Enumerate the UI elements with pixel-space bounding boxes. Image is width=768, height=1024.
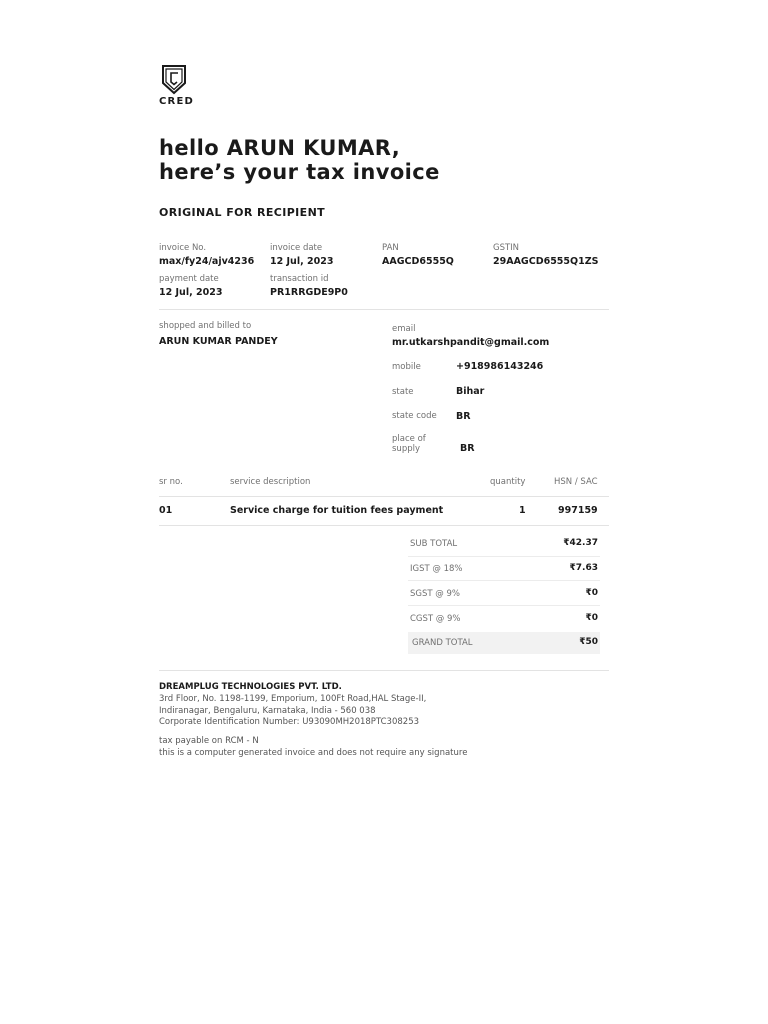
row-sr-no: 01 xyxy=(159,505,173,516)
brand-logo-text: CRED xyxy=(159,96,194,107)
totals-divider xyxy=(408,605,600,606)
place-of-supply-label-2: supply xyxy=(392,444,420,454)
sgst-label: SGST @ 9% xyxy=(410,589,460,599)
th-hsn-sac: HSN / SAC xyxy=(554,477,598,487)
place-of-supply-value: BR xyxy=(460,443,475,454)
row-quantity: 1 xyxy=(519,505,526,516)
state-label: state xyxy=(392,387,414,397)
th-sr-no: sr no. xyxy=(159,477,183,487)
table-header-divider xyxy=(159,496,609,497)
page-title xyxy=(159,136,440,184)
company-cin: Corporate Identification Number: U93090MH2018PTC308253 xyxy=(159,717,420,727)
invoice-date-label: invoice date xyxy=(270,243,323,253)
pan-label: PAN xyxy=(382,243,399,253)
gstin-value: 29AAGCD6555Q1ZS xyxy=(493,256,599,267)
sub-total-label: SUB TOTAL xyxy=(410,539,458,549)
cred-logo-icon xyxy=(160,64,188,96)
totals-divider xyxy=(408,580,600,581)
invoice-no-value: max/fy24/ajv4236 xyxy=(159,256,255,267)
title-line: here’s your tax invoice xyxy=(159,160,440,184)
invoice-date-value: 12 Jul, 2023 xyxy=(270,256,334,267)
totals-divider xyxy=(408,556,600,557)
sgst-value: ₹0 xyxy=(585,588,598,598)
table-row xyxy=(0,505,768,519)
invoice-no-label: invoice No. xyxy=(159,243,207,253)
igst-value: ₹7.63 xyxy=(569,563,598,573)
cgst-value: ₹0 xyxy=(585,613,598,623)
mobile-label: mobile xyxy=(392,362,421,372)
mobile-value: +918986143246 xyxy=(456,361,544,372)
th-quantity: quantity xyxy=(490,477,526,487)
signature-note: this is a computer generated invoice and does not require any signature xyxy=(159,748,468,758)
section-divider xyxy=(159,309,609,310)
state-value: Bihar xyxy=(456,386,485,397)
email-value: mr.utkarshpandit@gmail.com xyxy=(392,337,550,348)
cgst-label: CGST @ 9% xyxy=(410,614,461,624)
billed-to-label: shopped and billed to xyxy=(159,321,252,331)
transaction-id-value: PR1RRGDE9P0 xyxy=(270,287,348,298)
greeting-line: hello ARUN KUMAR, xyxy=(159,136,401,160)
transaction-id-label: transaction id xyxy=(270,274,329,284)
company-address-line1: 3rd Floor, No. 1198-1199, Emporium, 100Ft Road,HAL Stage-II, xyxy=(159,694,427,704)
table-bottom-divider xyxy=(159,525,609,526)
grand-total-label: GRAND TOTAL xyxy=(412,638,473,648)
row-description: Service charge for tuition fees payment xyxy=(230,505,444,516)
state-code-value: BR xyxy=(456,411,471,422)
sub-total-value: ₹42.37 xyxy=(563,538,598,548)
gstin-label: GSTIN xyxy=(493,243,520,253)
email-label: email xyxy=(392,324,416,334)
footer-divider xyxy=(159,670,609,671)
place-of-supply-label: place of xyxy=(392,434,426,444)
state-code-label: state code xyxy=(392,411,437,421)
th-description: service description xyxy=(230,477,311,487)
payment-date-label: payment date xyxy=(159,274,219,284)
customer-name: ARUN KUMAR PANDEY xyxy=(159,336,278,347)
igst-label: IGST @ 18% xyxy=(410,564,463,574)
company-name: DREAMPLUG TECHNOLOGIES PVT. LTD. xyxy=(159,682,342,692)
payment-date-value: 12 Jul, 2023 xyxy=(159,287,223,298)
row-hsn: 997159 xyxy=(558,505,598,516)
grand-total-value: ₹50 xyxy=(579,637,598,647)
pan-value: AAGCD6555Q xyxy=(382,256,454,267)
copy-type-label: ORIGINAL FOR RECIPIENT xyxy=(159,206,326,219)
company-address-line2: Indiranagar, Bengaluru, Karnataka, India - 560 038 xyxy=(159,706,376,716)
rcm-note: tax payable on RCM - N xyxy=(159,736,259,746)
